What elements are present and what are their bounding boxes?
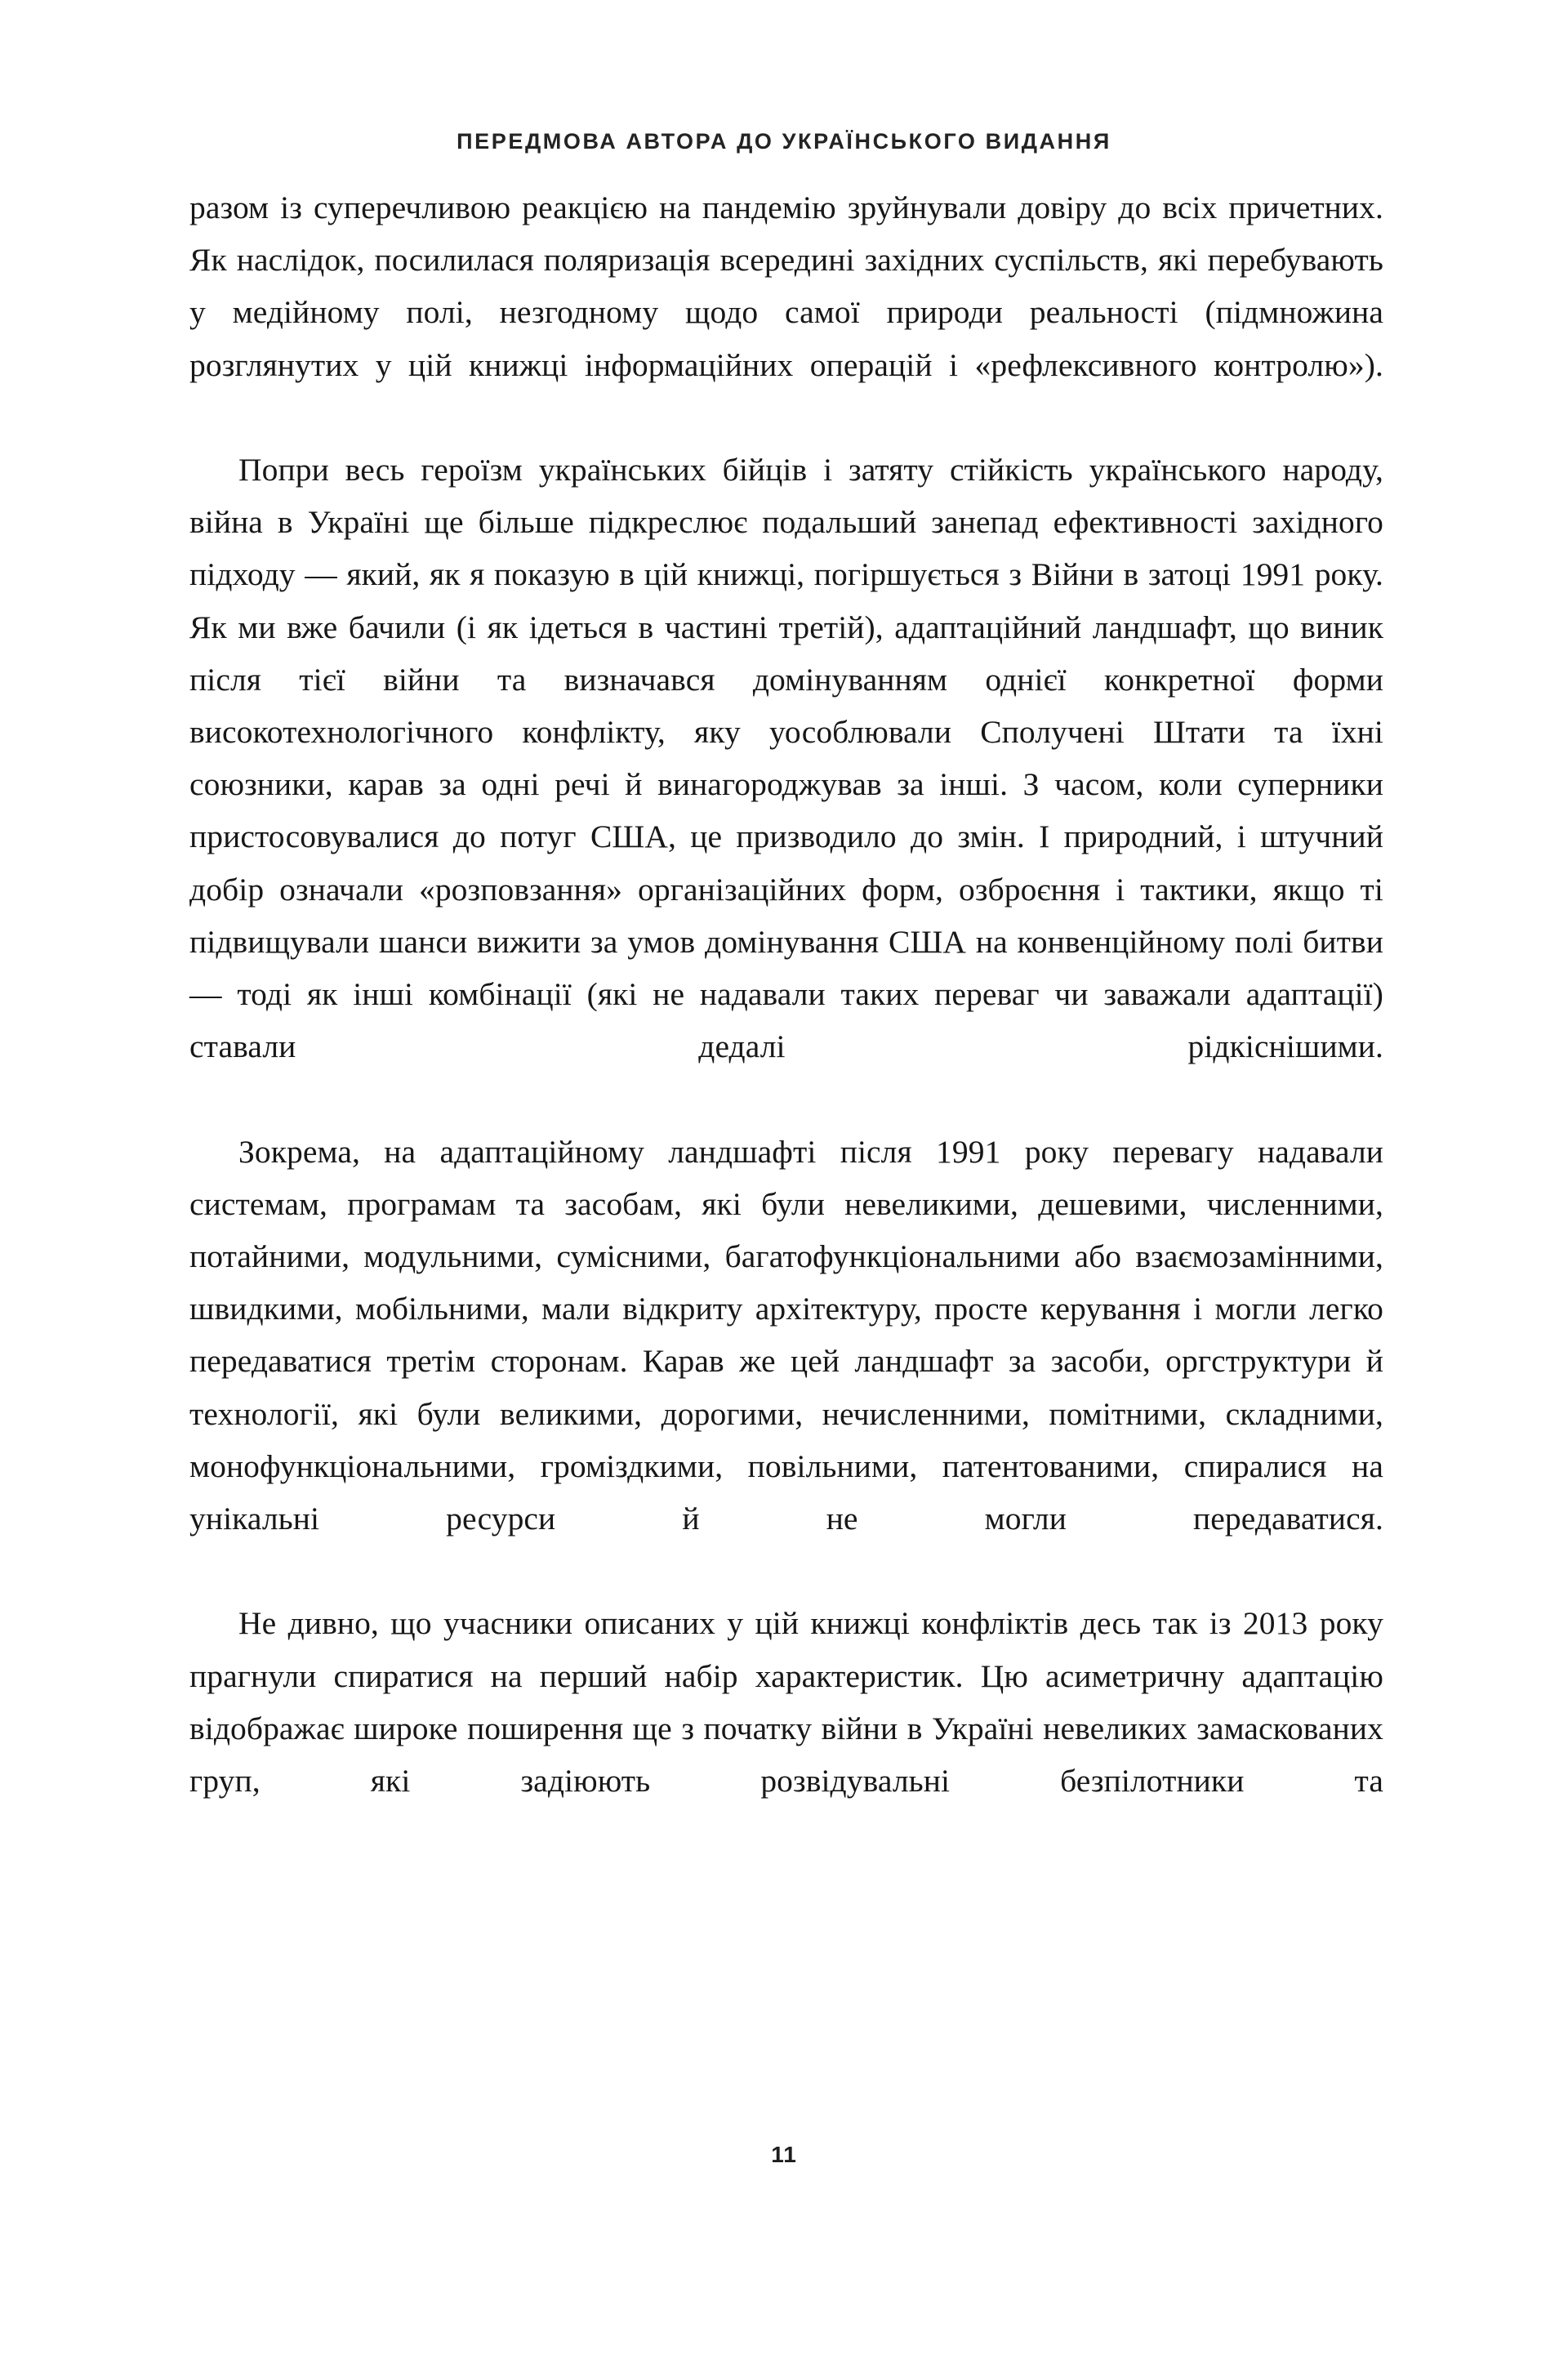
- paragraph: Не дивно, що учасники описаних у цій книжці конфліктів десь так із 2013 року прагнули спиратися на перший набір характеристик. Цю асиметричну адаптацію відображає широке поширення ще з початку війни в Україні невеликих замаскованих груп, які задіюють розвідувальні безпілотники та: [189, 1605, 1383, 1800]
- paragraph: разом із суперечливою реакцією на пандемію зруйнували довіру до всіх причетних. Як наслідок, посилилася поляризація всередині західних суспільств, які перебувають у медійному полі, незгодному щодо самої природи реальності (підмножина розглянутих у цій книжці інформаційних операцій і «рефлексивного контролю»).: [189, 190, 1383, 383]
- paragraph: Попри весь героїзм українських бійців і затяту стійкість українського народу, війна в Україні ще більше підкреслює подальший занепад ефективності західного підходу — який, як я показую в цій книжці, погіршується з Війни в затоці 1991 року. Як ми вже бачили (і як ідеться в частині третій), адаптаційний ландшафт, що виник після тієї війни та визначався домінуванням однієї конкретної форми високотехнологічного конфлікту, яку уособлювали Сполучені Штати та їхні союзники, карав за одні речі й винагороджував за інші. З часом, коли суперники пристосовувалися до потуг США, це призводило до змін. І природний, і штучний добір означали «розповзання» організаційних форм, озброєння і тактики, якщо ті підвищували шанси вижити за умов домінування США на конвенційному полі битви — тоді як інші комбінації (які не надавали таких переваг чи заважали адаптації) ставали дедалі рідкіснішими.: [189, 452, 1383, 1065]
- running-head: ПЕРЕДМОВА АВТОРА ДО УКРАЇНСЬКОГО ВИДАННЯ: [457, 129, 1111, 154]
- body-text-block: [189, 181, 1383, 1860]
- paragraph: Зокрема, на адаптаційному ландшафті після 1991 року перевагу надавали системам, програмам та засобам, які були невеликими, дешевими, численними, потайними, модульними, сумісними, багатофункціональними або взаємозамінними, швидкими, мобільними, мали відкриту архітектуру, просте керування і могли легко передаватися третім сторонам. Карав же цей ландшафт за засоби, оргструктури й технології, які були великими, дорогими, нечисленними, помітними, складними, монофункціональними, громіздкими, повільними, патентованими, спиралися на унікальні ресурси й не могли передаватися.: [189, 1133, 1383, 1537]
- page-number: 11: [771, 2142, 797, 2167]
